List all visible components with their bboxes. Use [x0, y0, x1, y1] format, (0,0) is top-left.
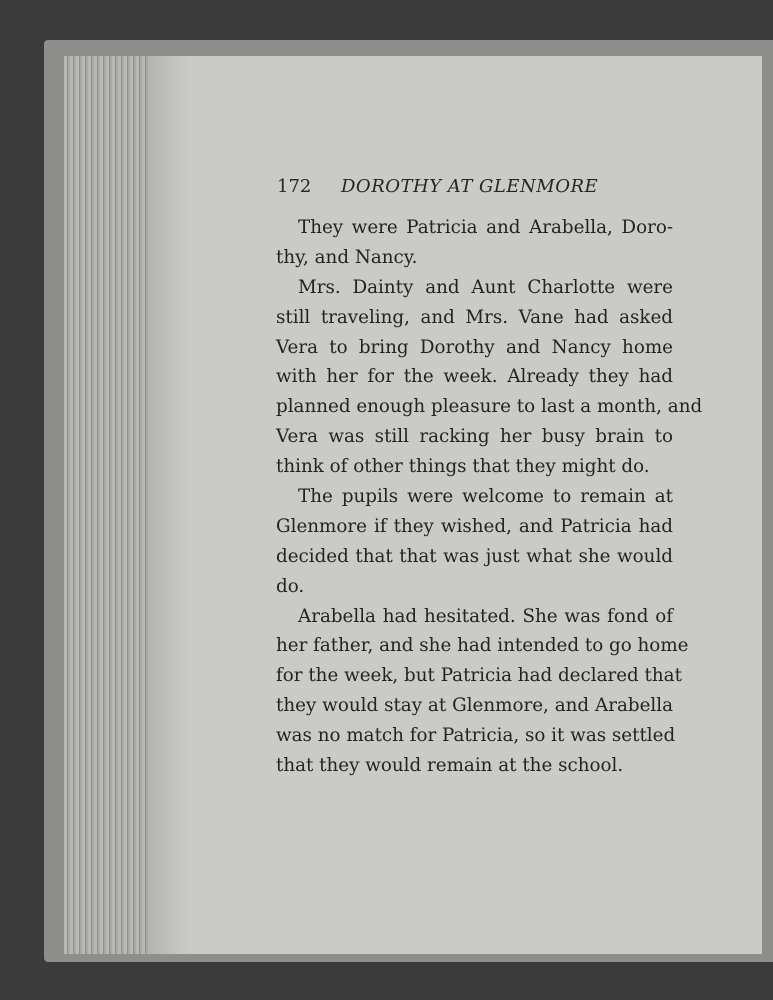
- running-header: [277, 176, 598, 197]
- page-gutter-shadow: [148, 56, 188, 954]
- text-line: for the week, but Patricia had declared that: [276, 665, 682, 687]
- text-line: The pupils were welcome to remain at: [298, 486, 673, 508]
- text-line: Mrs. Dainty and Aunt Charlotte were: [298, 276, 673, 298]
- text-line: was no match for Patricia, so it was settled: [276, 725, 676, 747]
- text-line: decided that that was just what she would: [276, 545, 673, 567]
- text-line: with her for the week. Already they had: [276, 366, 673, 388]
- text-line: planned enough pleasure to last a month, and: [276, 396, 703, 418]
- page-edges: [64, 56, 150, 954]
- text-line: think of other things that they might do.: [276, 456, 650, 478]
- text-line: Glenmore if they wished, and Patricia had: [276, 515, 673, 537]
- text-line: still traveling, and Mrs. Vane had asked: [276, 306, 673, 328]
- text-line: her father, and she had intended to go home: [276, 635, 689, 657]
- text-line: They were Patricia and Arabella, Doro-: [298, 217, 673, 238]
- text-line: that they would remain at the school.: [276, 755, 624, 777]
- text-line: Vera to bring Dorothy and Nancy home: [276, 336, 673, 358]
- running-title: DOROTHY AT GLENMORE: [341, 176, 599, 197]
- body-text: [276, 213, 703, 781]
- page-number: 172: [277, 176, 312, 197]
- text-line: thy, and Nancy.: [276, 246, 418, 268]
- text-line: Vera was still racking her busy brain to: [276, 426, 673, 448]
- text-line: do.: [276, 575, 305, 597]
- text-line: they would stay at Glenmore, and Arabella: [276, 695, 673, 717]
- text-line: Arabella had hesitated. She was fond of: [298, 605, 673, 627]
